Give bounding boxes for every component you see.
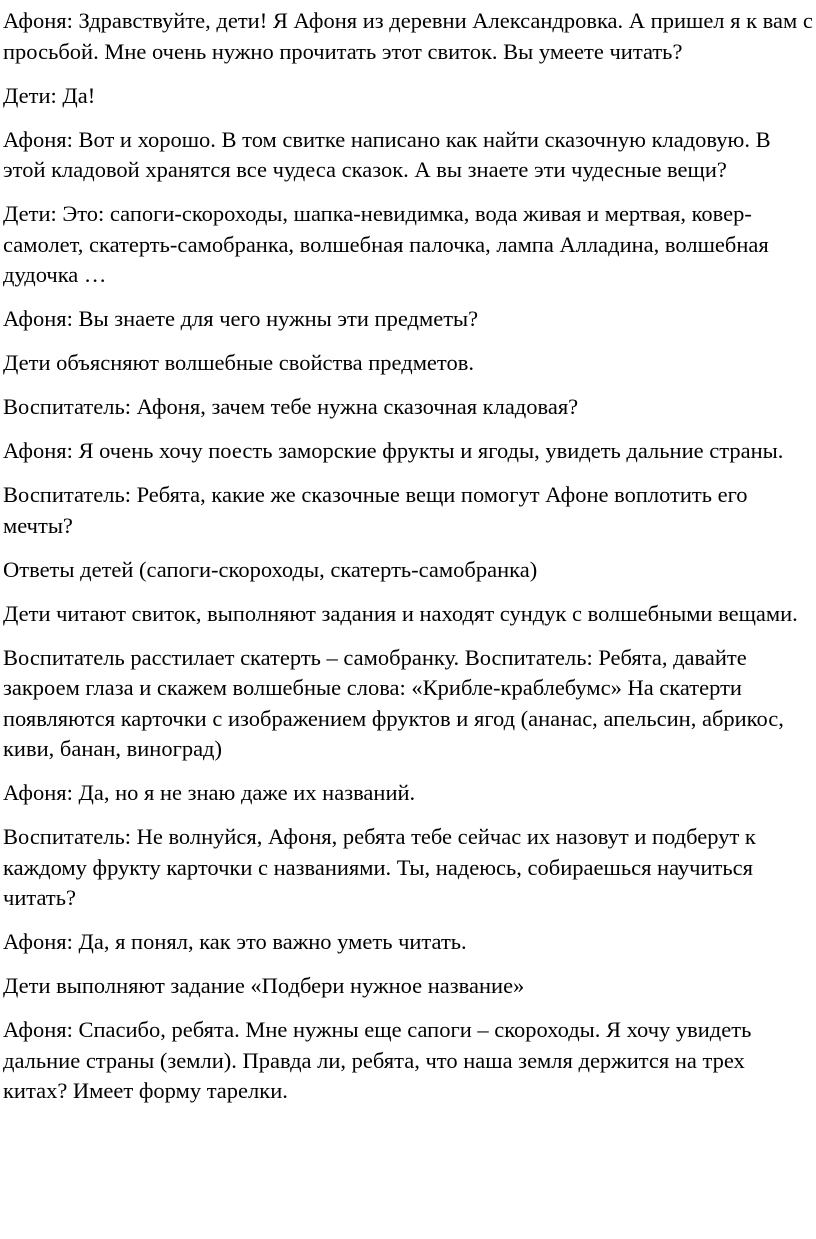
- paragraph-teacher-why: Воспитатель: Афоня, зачем тебе нужна сказочная кладовая?: [3, 394, 579, 419]
- paragraph-afonya-scroll: Афоня: Вот и хорошо. В том свитке написано как найти сказочную кладовую. В этой кладовой хранятся все чудеса сказок. А вы знаете эти чудесные вещи?: [3, 126, 771, 182]
- paragraph-teacher-tablecloth: Воспитатель расстилает скатерть – самобранку. Воспитатель: Ребята, давайте закроем глаза и скажем волшебные слова: «Крибле-краблебумс» На скатерти появляются карточки с изображением фруктов и ягод (ананас, апельсин, абрикос, киви, банан, виноград): [3, 644, 784, 761]
- paragraph-afonya-names: Афоня: Да, но я не знаю даже их названий.: [3, 780, 416, 805]
- paragraph-afonya-question: Афоня: Вы знаете для чего нужны эти предметы?: [3, 306, 479, 331]
- paragraph-afonya-thanks: Афоня: Спасибо, ребята. Мне нужны еще сапоги – скороходы. Я хочу увидеть дальние страны (земли). Правда ли, ребята, что наша земля держится на трех китах? Имеет форму тарелки.: [3, 1017, 752, 1103]
- paragraph-children-answers: Ответы детей (сапоги-скороходы, скатерть-самобранка): [3, 556, 538, 582]
- paragraph-children-items: Дети: Это: сапоги-скороходы, шапка-невидимка, вода живая и мертвая, ковер-самолет, скатерть-самобранка, волшебная палочка, лампа Алладина, волшебная дудочка …: [3, 201, 769, 287]
- paragraph-children-explain: Дети объясняют волшебные свойства предметов.: [3, 350, 474, 375]
- paragraph-afonya-understood: Афоня: Да, я понял, как это важно уметь читать.: [3, 929, 467, 954]
- paragraph-afonya-wish: Афоня: Я очень хочу поесть заморские фрукты и ягоды, увидеть дальние страны.: [3, 438, 784, 463]
- paragraph-afonya-greeting: Афоня: Здравствуйте, дети! Я Афоня из деревни Александровка. А пришел я к вам с просьбой. Мне очень нужно прочитать этот свиток. Вы умеете читать?: [3, 8, 813, 64]
- paragraph-children-chest: Дети читают свиток, выполняют задания и находят сундук с волшебными вещами.: [3, 600, 798, 626]
- paragraph-children-yes: Дети: Да!: [3, 82, 96, 108]
- paragraph-teacher-dont-worry: Воспитатель: Не волнуйся, Афоня, ребята тебе сейчас их назовут и подберут к каждому фрукту карточки с названиями. Ты, надеюсь, собираешься научиться читать?: [3, 824, 756, 910]
- paragraph-teacher-which-items: Воспитатель: Ребята, какие же сказочные вещи помогут Афоне воплотить его мечты?: [3, 482, 748, 538]
- paragraph-children-task: Дети выполняют задание «Подбери нужное название»: [3, 973, 525, 998]
